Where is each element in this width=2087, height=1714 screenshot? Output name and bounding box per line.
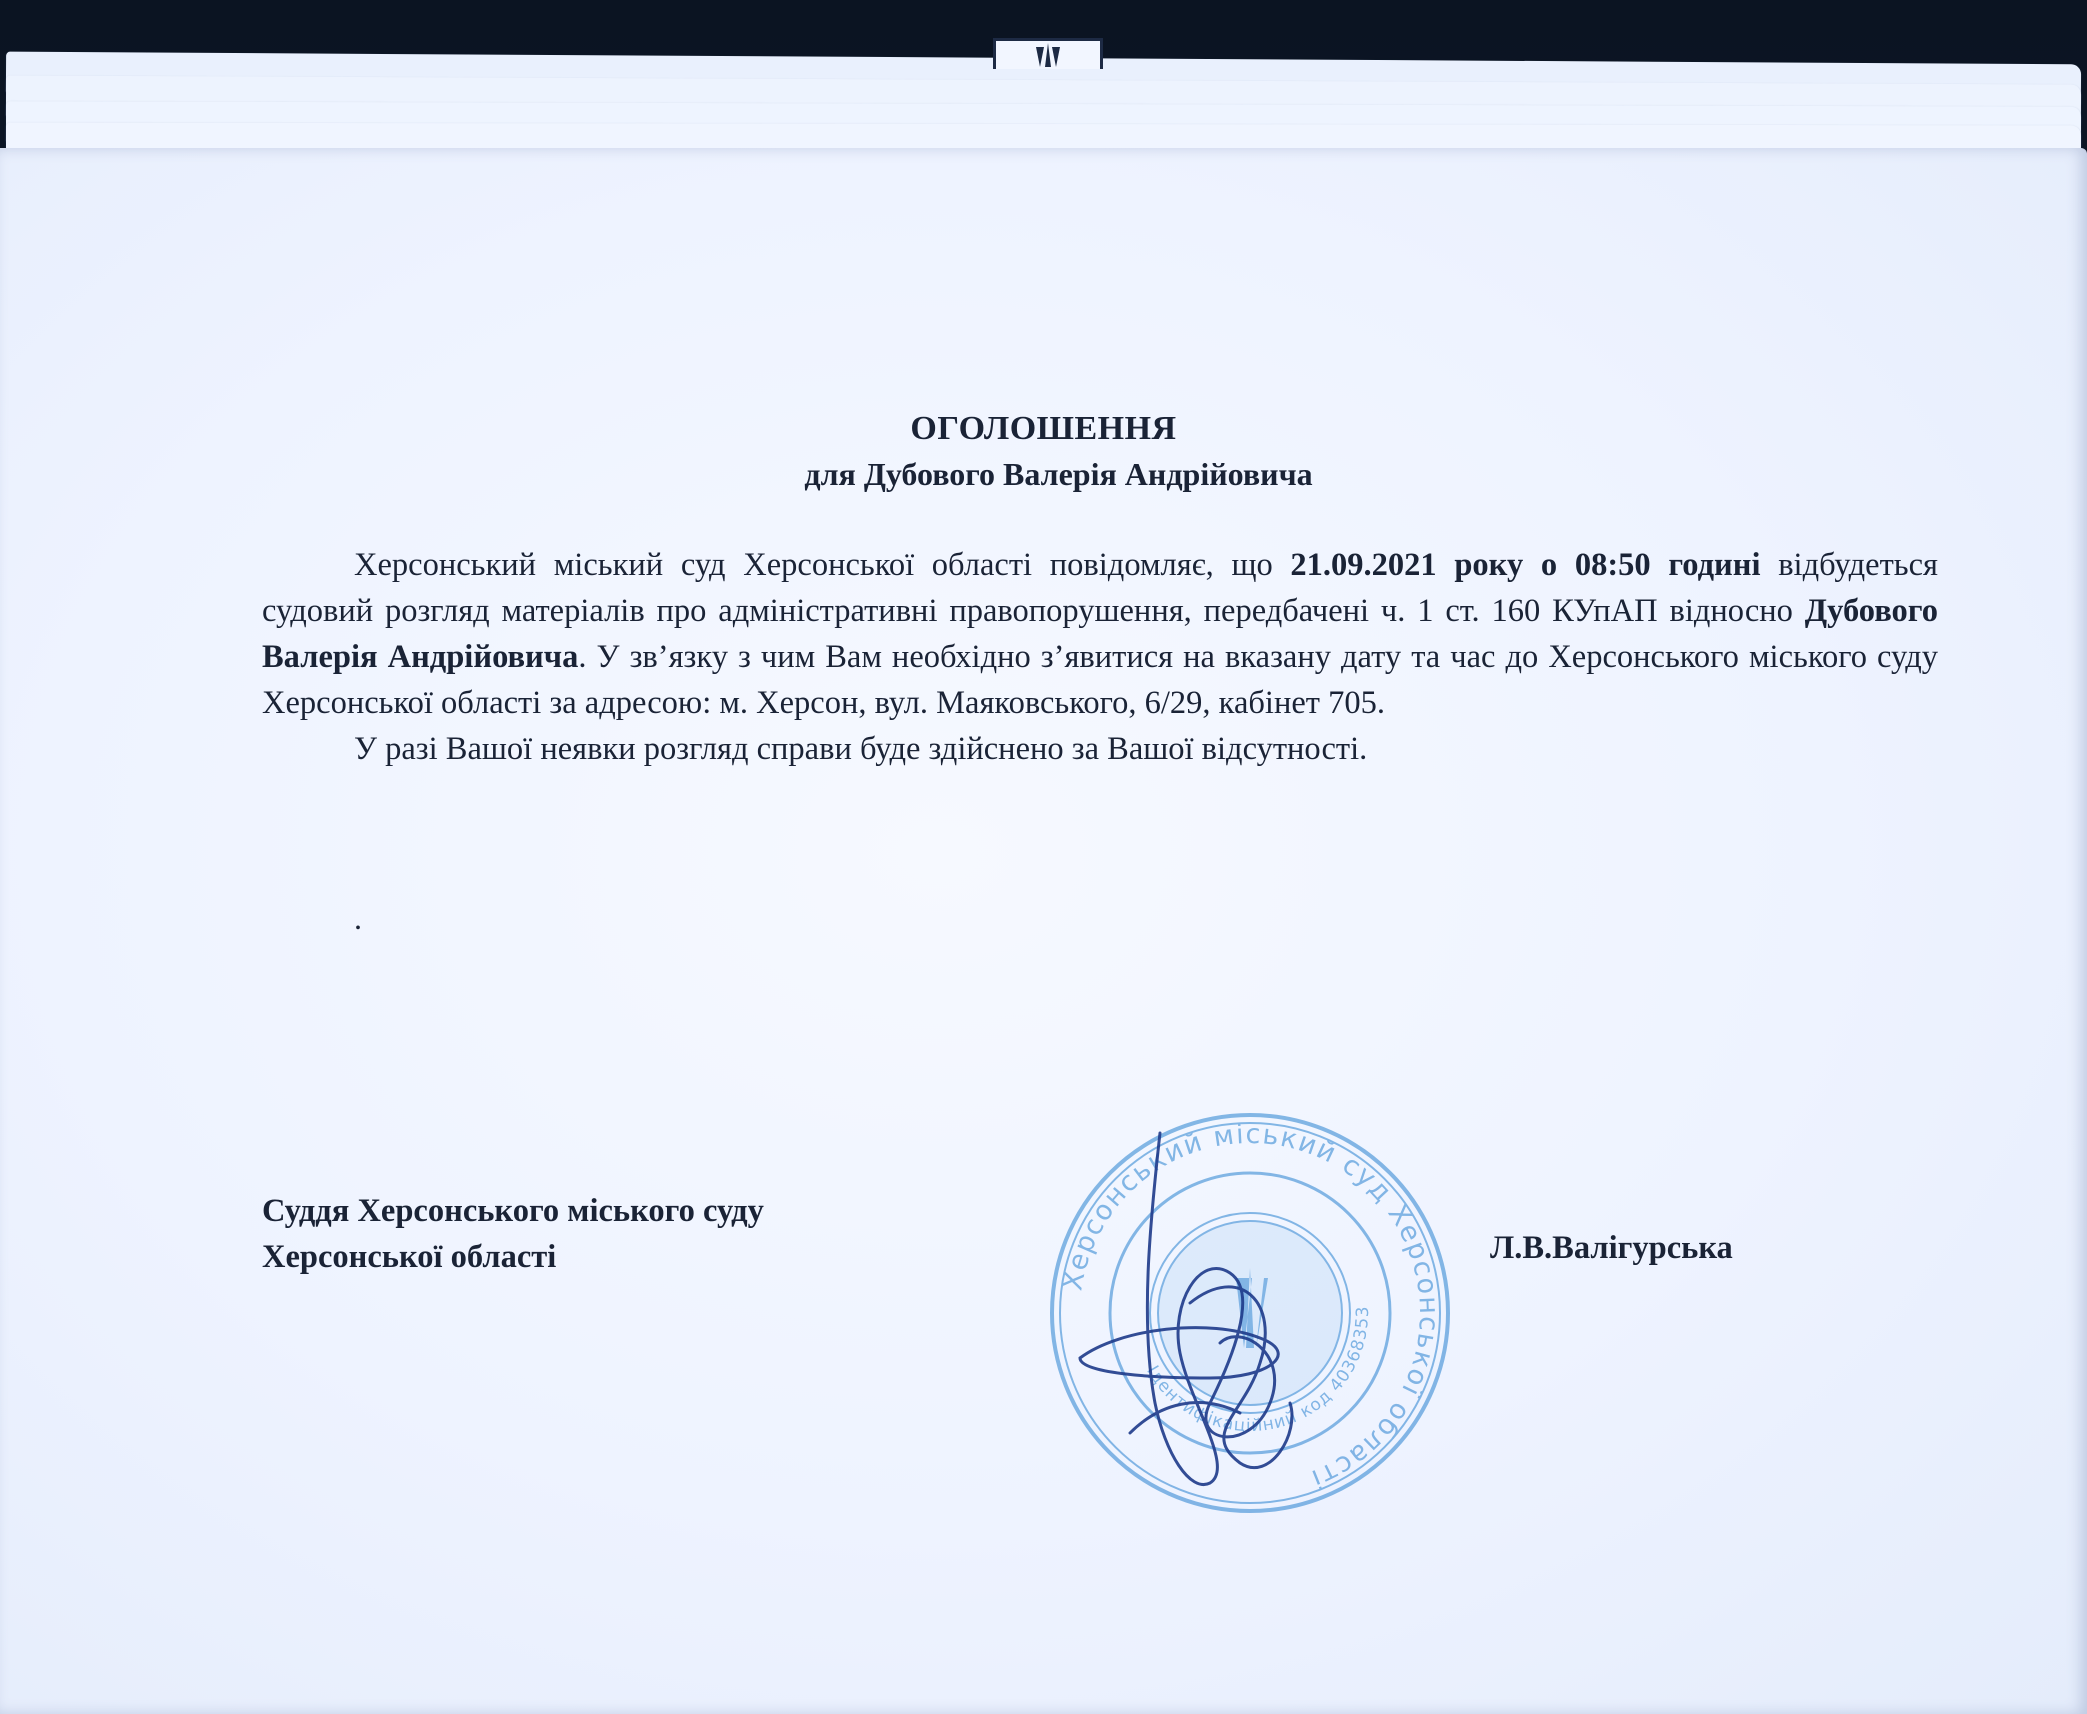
judge-position: [262, 1188, 764, 1280]
paragraph-text: Херсонський міський суд Херсонської області повідомляє, що: [354, 547, 1291, 583]
paragraph-text: відбудеться судовий розгляд матеріалів про адміністративні правопорушення, передбачені ч. 1 ст. 160 КУпАП відносно: [262, 547, 1938, 629]
body-paragraph: У разі Вашої неявки розгляд справи буде здійснено за Вашої відсутності.: [354, 731, 1368, 767]
stamp-code-text: Ідентифікаційний код 40368353: [1142, 1305, 1374, 1437]
judge-position-line: Херсонської області: [262, 1239, 557, 1275]
document-subtitle: для Дубового Валерія Андрійовича: [804, 456, 1313, 492]
stamp-outer-text: Херсонський міський суд Херсонської області: [1057, 1118, 1445, 1495]
document-page: [0, 148, 2087, 1714]
hearing-datetime: 21.09.2021 року о 08:50 годині: [1290, 547, 1761, 583]
body-paragraph: [262, 542, 1938, 726]
court-seal-stamp: [1040, 1103, 1460, 1523]
announcement-document: [0, 148, 2087, 1714]
judge-name: Л.В.Валігурська: [1490, 1230, 1733, 1266]
judge-position-line: Суддя Херсонського міського суду: [262, 1193, 764, 1229]
document-body: [262, 542, 1938, 772]
paragraph-text: . У зв’язку з чим Вам необхідно з’явитися на вказану дату та час до Херсонського міського суду Херсонської області за адресою: м. Херсон, вул. Маяковського, 6/29, кабінет 705.: [262, 639, 1939, 721]
document-title: ОГОЛОШЕННЯ: [910, 410, 1177, 447]
trident-emblem-icon: [993, 38, 1103, 69]
stray-mark: .: [354, 900, 362, 936]
defendant-name: Дубового Валерія Андрійовича: [262, 593, 1938, 675]
